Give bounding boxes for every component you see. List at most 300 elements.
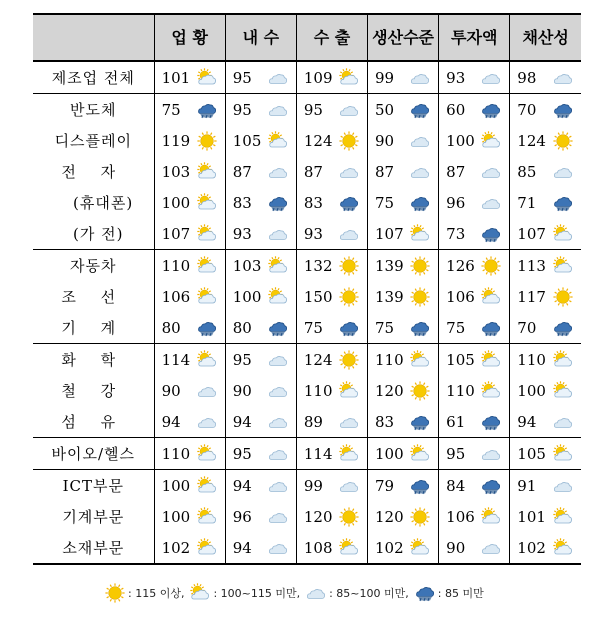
- cell-value: 102: [161, 538, 191, 557]
- sun-cloud-icon: [553, 350, 573, 370]
- cloud-icon: [268, 444, 288, 464]
- value-cell: [510, 250, 581, 282]
- cell-value: 110: [161, 444, 191, 463]
- value-cell: [296, 344, 367, 376]
- value-cell: [154, 125, 225, 156]
- rain-icon: [339, 318, 359, 338]
- value-cell: [296, 218, 367, 250]
- sun-cloud-icon: [197, 256, 217, 276]
- value-cell: [296, 501, 367, 532]
- sun-icon: [410, 287, 430, 307]
- table-row: [33, 312, 581, 344]
- value-cell: [510, 532, 581, 564]
- value-cell: [296, 281, 367, 312]
- sun-cloud-icon: [410, 224, 430, 244]
- value-cell: [296, 438, 367, 470]
- cell-value: 90: [446, 538, 466, 557]
- value-cell: [368, 532, 439, 564]
- value-cell: [510, 501, 581, 532]
- row-label: 전 자: [33, 156, 154, 187]
- sun-icon: [197, 131, 217, 151]
- sun-cloud-icon: [197, 350, 217, 370]
- value-cell: [368, 156, 439, 187]
- value-cell: [154, 375, 225, 406]
- legend-item: [190, 583, 300, 603]
- cell-value: 90: [375, 131, 395, 150]
- value-cell: [225, 312, 296, 344]
- cell-value: 139: [375, 256, 404, 275]
- cell-value: 87: [303, 162, 323, 181]
- cloud-icon: [481, 68, 501, 88]
- cell-value: 103: [161, 162, 191, 181]
- value-cell: [154, 94, 225, 126]
- cell-value: 95: [303, 100, 323, 119]
- cell-value: 80: [161, 318, 181, 337]
- cell-value: 94: [232, 476, 252, 495]
- cell-value: 95: [232, 100, 252, 119]
- cloud-icon: [553, 476, 573, 496]
- cell-value: 113: [517, 256, 546, 275]
- value-cell: [368, 501, 439, 532]
- cloud-icon: [268, 507, 288, 527]
- table-row: [33, 501, 581, 532]
- sun-cloud-icon: [197, 68, 217, 88]
- rain-icon: [481, 224, 501, 244]
- rain-icon: [268, 193, 288, 213]
- cell-value: 83: [375, 412, 395, 431]
- row-label: 디스플레이: [33, 125, 154, 156]
- value-cell: [154, 438, 225, 470]
- value-cell: [510, 61, 581, 94]
- cell-value: 105: [232, 131, 262, 150]
- sun-cloud-icon: [268, 131, 288, 151]
- cell-value: 75: [446, 318, 466, 337]
- cell-value: 100: [375, 444, 404, 463]
- value-cell: [154, 470, 225, 502]
- rain-icon: [410, 476, 430, 496]
- column-header: 채산성: [510, 14, 581, 61]
- table-body: [33, 61, 581, 564]
- value-cell: [439, 312, 510, 344]
- value-cell: [510, 406, 581, 438]
- cell-value: 90: [232, 381, 252, 400]
- table-row: [33, 470, 581, 502]
- value-cell: [439, 375, 510, 406]
- value-cell: [296, 470, 367, 502]
- cell-value: 102: [517, 538, 546, 557]
- sun-icon: [339, 350, 359, 370]
- sun-icon: [339, 131, 359, 151]
- value-cell: [225, 470, 296, 502]
- cell-value: 107: [517, 224, 546, 243]
- cell-value: 110: [446, 381, 475, 400]
- cell-value: 94: [517, 412, 537, 431]
- sun-cloud-icon: [197, 476, 217, 496]
- cell-value: 120: [303, 507, 333, 526]
- value-cell: [154, 187, 225, 218]
- column-header: 업 황: [154, 14, 225, 61]
- rain-icon: [481, 100, 501, 120]
- column-header: 생산수준: [368, 14, 439, 61]
- row-label: 소재부문: [33, 532, 154, 564]
- cloud-icon: [268, 476, 288, 496]
- value-cell: [225, 406, 296, 438]
- cloud-icon: [306, 583, 326, 603]
- sun-cloud-icon: [197, 507, 217, 527]
- legend-label: : 115 이상,: [128, 587, 185, 600]
- sun-cloud-icon: [553, 444, 573, 464]
- cell-value: 83: [232, 193, 252, 212]
- value-cell: [225, 375, 296, 406]
- cell-value: 120: [375, 507, 404, 526]
- cloud-icon: [553, 412, 573, 432]
- table-row: [33, 250, 581, 282]
- sun-cloud-icon: [268, 256, 288, 276]
- cell-value: 100: [232, 287, 262, 306]
- cell-value: 83: [303, 193, 323, 212]
- value-cell: [296, 375, 367, 406]
- column-header: 수 출: [296, 14, 367, 61]
- rain-icon: [553, 100, 573, 120]
- value-cell: [154, 406, 225, 438]
- cell-value: 100: [161, 507, 191, 526]
- sun-cloud-icon: [197, 287, 217, 307]
- value-cell: [225, 281, 296, 312]
- row-label: 자동차: [33, 250, 154, 282]
- cell-value: 119: [161, 131, 191, 150]
- cell-value: 117: [517, 287, 546, 306]
- value-cell: [225, 532, 296, 564]
- cloud-icon: [481, 162, 501, 182]
- cell-value: 50: [375, 100, 395, 119]
- row-label: (휴대폰): [33, 187, 154, 218]
- value-cell: [225, 94, 296, 126]
- cell-value: 107: [161, 224, 191, 243]
- cloud-icon: [268, 412, 288, 432]
- row-label: 섬 유: [33, 406, 154, 438]
- value-cell: [368, 312, 439, 344]
- rain-icon: [339, 193, 359, 213]
- cloud-icon: [197, 381, 217, 401]
- cell-value: 100: [161, 476, 191, 495]
- cell-value: 98: [517, 68, 537, 87]
- value-cell: [368, 281, 439, 312]
- cell-value: 80: [232, 318, 252, 337]
- cell-value: 95: [232, 68, 252, 87]
- value-cell: [225, 125, 296, 156]
- cell-value: 139: [375, 287, 404, 306]
- value-cell: [439, 250, 510, 282]
- value-cell: [368, 438, 439, 470]
- cloud-icon: [197, 412, 217, 432]
- value-cell: [154, 61, 225, 94]
- cloud-icon: [339, 476, 359, 496]
- cell-value: 110: [303, 381, 333, 400]
- cell-value: 101: [517, 507, 546, 526]
- value-cell: [154, 218, 225, 250]
- value-cell: [296, 406, 367, 438]
- value-cell: [439, 61, 510, 94]
- cell-value: 106: [161, 287, 191, 306]
- value-cell: [368, 344, 439, 376]
- sun-icon: [553, 131, 573, 151]
- cloud-icon: [268, 538, 288, 558]
- table-header: [33, 14, 581, 61]
- value-cell: [439, 438, 510, 470]
- value-cell: [439, 187, 510, 218]
- value-cell: [510, 187, 581, 218]
- value-cell: [154, 281, 225, 312]
- cell-value: 75: [375, 193, 395, 212]
- rain-icon: [481, 412, 501, 432]
- cell-value: 60: [446, 100, 466, 119]
- value-cell: [296, 61, 367, 94]
- cell-value: 71: [517, 193, 537, 212]
- sun-cloud-icon: [553, 224, 573, 244]
- cell-value: 93: [303, 224, 323, 243]
- legend-item: [105, 583, 184, 603]
- rain-icon: [481, 318, 501, 338]
- value-cell: [510, 156, 581, 187]
- cell-value: 100: [517, 381, 546, 400]
- cell-value: 95: [232, 350, 252, 369]
- cell-value: 114: [161, 350, 191, 369]
- rain-icon: [410, 318, 430, 338]
- value-cell: [439, 532, 510, 564]
- forecast-table: [33, 13, 581, 565]
- cell-value: 73: [446, 224, 466, 243]
- cell-value: 75: [375, 318, 395, 337]
- value-cell: [225, 61, 296, 94]
- value-cell: [368, 406, 439, 438]
- value-cell: [439, 406, 510, 438]
- sun-cloud-icon: [481, 287, 501, 307]
- value-cell: [225, 438, 296, 470]
- row-label: 반도체: [33, 94, 154, 126]
- value-cell: [368, 470, 439, 502]
- value-cell: [296, 532, 367, 564]
- row-label: 철 강: [33, 375, 154, 406]
- cloud-icon: [268, 162, 288, 182]
- cloud-icon: [268, 68, 288, 88]
- cell-value: 108: [303, 538, 333, 557]
- value-cell: [510, 438, 581, 470]
- cell-value: 95: [232, 444, 252, 463]
- sun-cloud-icon: [190, 583, 210, 603]
- cell-value: 100: [161, 193, 191, 212]
- sun-cloud-icon: [481, 131, 501, 151]
- cell-value: 120: [375, 381, 404, 400]
- value-cell: [510, 218, 581, 250]
- value-cell: [510, 470, 581, 502]
- sun-cloud-icon: [553, 507, 573, 527]
- value-cell: [368, 375, 439, 406]
- rain-icon: [415, 583, 435, 603]
- cloud-icon: [268, 381, 288, 401]
- value-cell: [296, 156, 367, 187]
- value-cell: [510, 312, 581, 344]
- value-cell: [154, 156, 225, 187]
- cell-value: 100: [446, 131, 475, 150]
- value-cell: [510, 375, 581, 406]
- table-row: [33, 438, 581, 470]
- table-row: [33, 187, 581, 218]
- sun-icon: [339, 256, 359, 276]
- value-cell: [225, 501, 296, 532]
- cell-value: 109: [303, 68, 333, 87]
- cloud-icon: [553, 162, 573, 182]
- cell-value: 84: [446, 476, 466, 495]
- cell-value: 87: [232, 162, 252, 181]
- sun-cloud-icon: [481, 507, 501, 527]
- value-cell: [296, 125, 367, 156]
- cell-value: 103: [232, 256, 262, 275]
- sun-icon: [410, 381, 430, 401]
- rain-icon: [410, 193, 430, 213]
- rain-icon: [553, 193, 573, 213]
- row-label: 기 계: [33, 312, 154, 344]
- cell-value: 101: [161, 68, 191, 87]
- cell-value: 91: [517, 476, 537, 495]
- row-label: 제조업 전체: [33, 61, 154, 94]
- cell-value: 87: [446, 162, 466, 181]
- header-corner: [33, 14, 154, 61]
- sun-icon: [481, 256, 501, 276]
- value-cell: [510, 281, 581, 312]
- cloud-icon: [410, 131, 430, 151]
- cloud-icon: [410, 162, 430, 182]
- legend-label: : 85~100 미만,: [329, 587, 409, 600]
- rain-icon: [410, 100, 430, 120]
- rain-icon: [197, 318, 217, 338]
- cell-value: 132: [303, 256, 333, 275]
- value-cell: [225, 344, 296, 376]
- legend-item: [306, 583, 409, 603]
- cell-value: 96: [232, 507, 252, 526]
- sun-icon: [553, 287, 573, 307]
- cell-value: 150: [303, 287, 333, 306]
- cell-value: 75: [161, 100, 181, 119]
- cloud-icon: [481, 193, 501, 213]
- table-row: [33, 532, 581, 564]
- cell-value: 89: [303, 412, 323, 431]
- cell-value: 61: [446, 412, 466, 431]
- cloud-icon: [481, 538, 501, 558]
- rain-icon: [481, 476, 501, 496]
- cell-value: 124: [303, 350, 333, 369]
- value-cell: [368, 187, 439, 218]
- cloud-icon: [339, 224, 359, 244]
- sun-cloud-icon: [410, 350, 430, 370]
- sun-cloud-icon: [197, 444, 217, 464]
- value-cell: [154, 250, 225, 282]
- sun-cloud-icon: [553, 381, 573, 401]
- value-cell: [439, 125, 510, 156]
- row-label: 조 선: [33, 281, 154, 312]
- value-cell: [368, 94, 439, 126]
- value-cell: [510, 94, 581, 126]
- sun-cloud-icon: [339, 538, 359, 558]
- legend-label: : 100~115 미만,: [213, 587, 301, 600]
- sun-icon: [410, 507, 430, 527]
- cloud-icon: [339, 100, 359, 120]
- cloud-icon: [268, 224, 288, 244]
- cell-value: 110: [517, 350, 546, 369]
- sun-icon: [105, 583, 125, 603]
- value-cell: [368, 250, 439, 282]
- cell-value: 110: [375, 350, 404, 369]
- value-cell: [439, 470, 510, 502]
- cell-value: 70: [517, 100, 537, 119]
- value-cell: [439, 344, 510, 376]
- value-cell: [439, 94, 510, 126]
- table-row: [33, 375, 581, 406]
- column-header: 내 수: [225, 14, 296, 61]
- legend-item: [415, 583, 484, 603]
- row-label: 화 학: [33, 344, 154, 376]
- cell-value: 93: [446, 68, 466, 87]
- value-cell: [154, 501, 225, 532]
- table-row: [33, 281, 581, 312]
- table-row: [33, 125, 581, 156]
- sun-cloud-icon: [197, 162, 217, 182]
- sun-cloud-icon: [339, 68, 359, 88]
- value-cell: [154, 312, 225, 344]
- value-cell: [154, 532, 225, 564]
- cell-value: 105: [446, 350, 475, 369]
- value-cell: [439, 281, 510, 312]
- cell-value: 102: [375, 538, 404, 557]
- cell-value: 106: [446, 287, 475, 306]
- value-cell: [510, 344, 581, 376]
- sun-cloud-icon: [553, 538, 573, 558]
- sun-cloud-icon: [339, 381, 359, 401]
- row-label: ICT부문: [33, 470, 154, 502]
- value-cell: [439, 156, 510, 187]
- value-cell: [368, 125, 439, 156]
- cell-value: 85: [517, 162, 537, 181]
- sun-cloud-icon: [268, 287, 288, 307]
- cloud-icon: [268, 350, 288, 370]
- sun-cloud-icon: [410, 538, 430, 558]
- cell-value: 95: [446, 444, 466, 463]
- value-cell: [296, 312, 367, 344]
- cell-value: 90: [161, 381, 181, 400]
- table-row: [33, 94, 581, 126]
- value-cell: [225, 250, 296, 282]
- table-row: [33, 218, 581, 250]
- cell-value: 110: [161, 256, 191, 275]
- cell-value: 96: [446, 193, 466, 212]
- rain-icon: [197, 100, 217, 120]
- cloud-icon: [481, 444, 501, 464]
- sun-icon: [410, 256, 430, 276]
- sun-icon: [339, 507, 359, 527]
- sun-icon: [339, 287, 359, 307]
- value-cell: [439, 218, 510, 250]
- cell-value: 106: [446, 507, 475, 526]
- value-cell: [154, 344, 225, 376]
- cell-value: 75: [303, 318, 323, 337]
- cell-value: 99: [303, 476, 323, 495]
- sun-cloud-icon: [197, 193, 217, 213]
- cell-value: 94: [232, 412, 252, 431]
- sun-cloud-icon: [197, 538, 217, 558]
- cell-value: 126: [446, 256, 475, 275]
- value-cell: [225, 218, 296, 250]
- cloud-icon: [410, 68, 430, 88]
- table-row: [33, 406, 581, 438]
